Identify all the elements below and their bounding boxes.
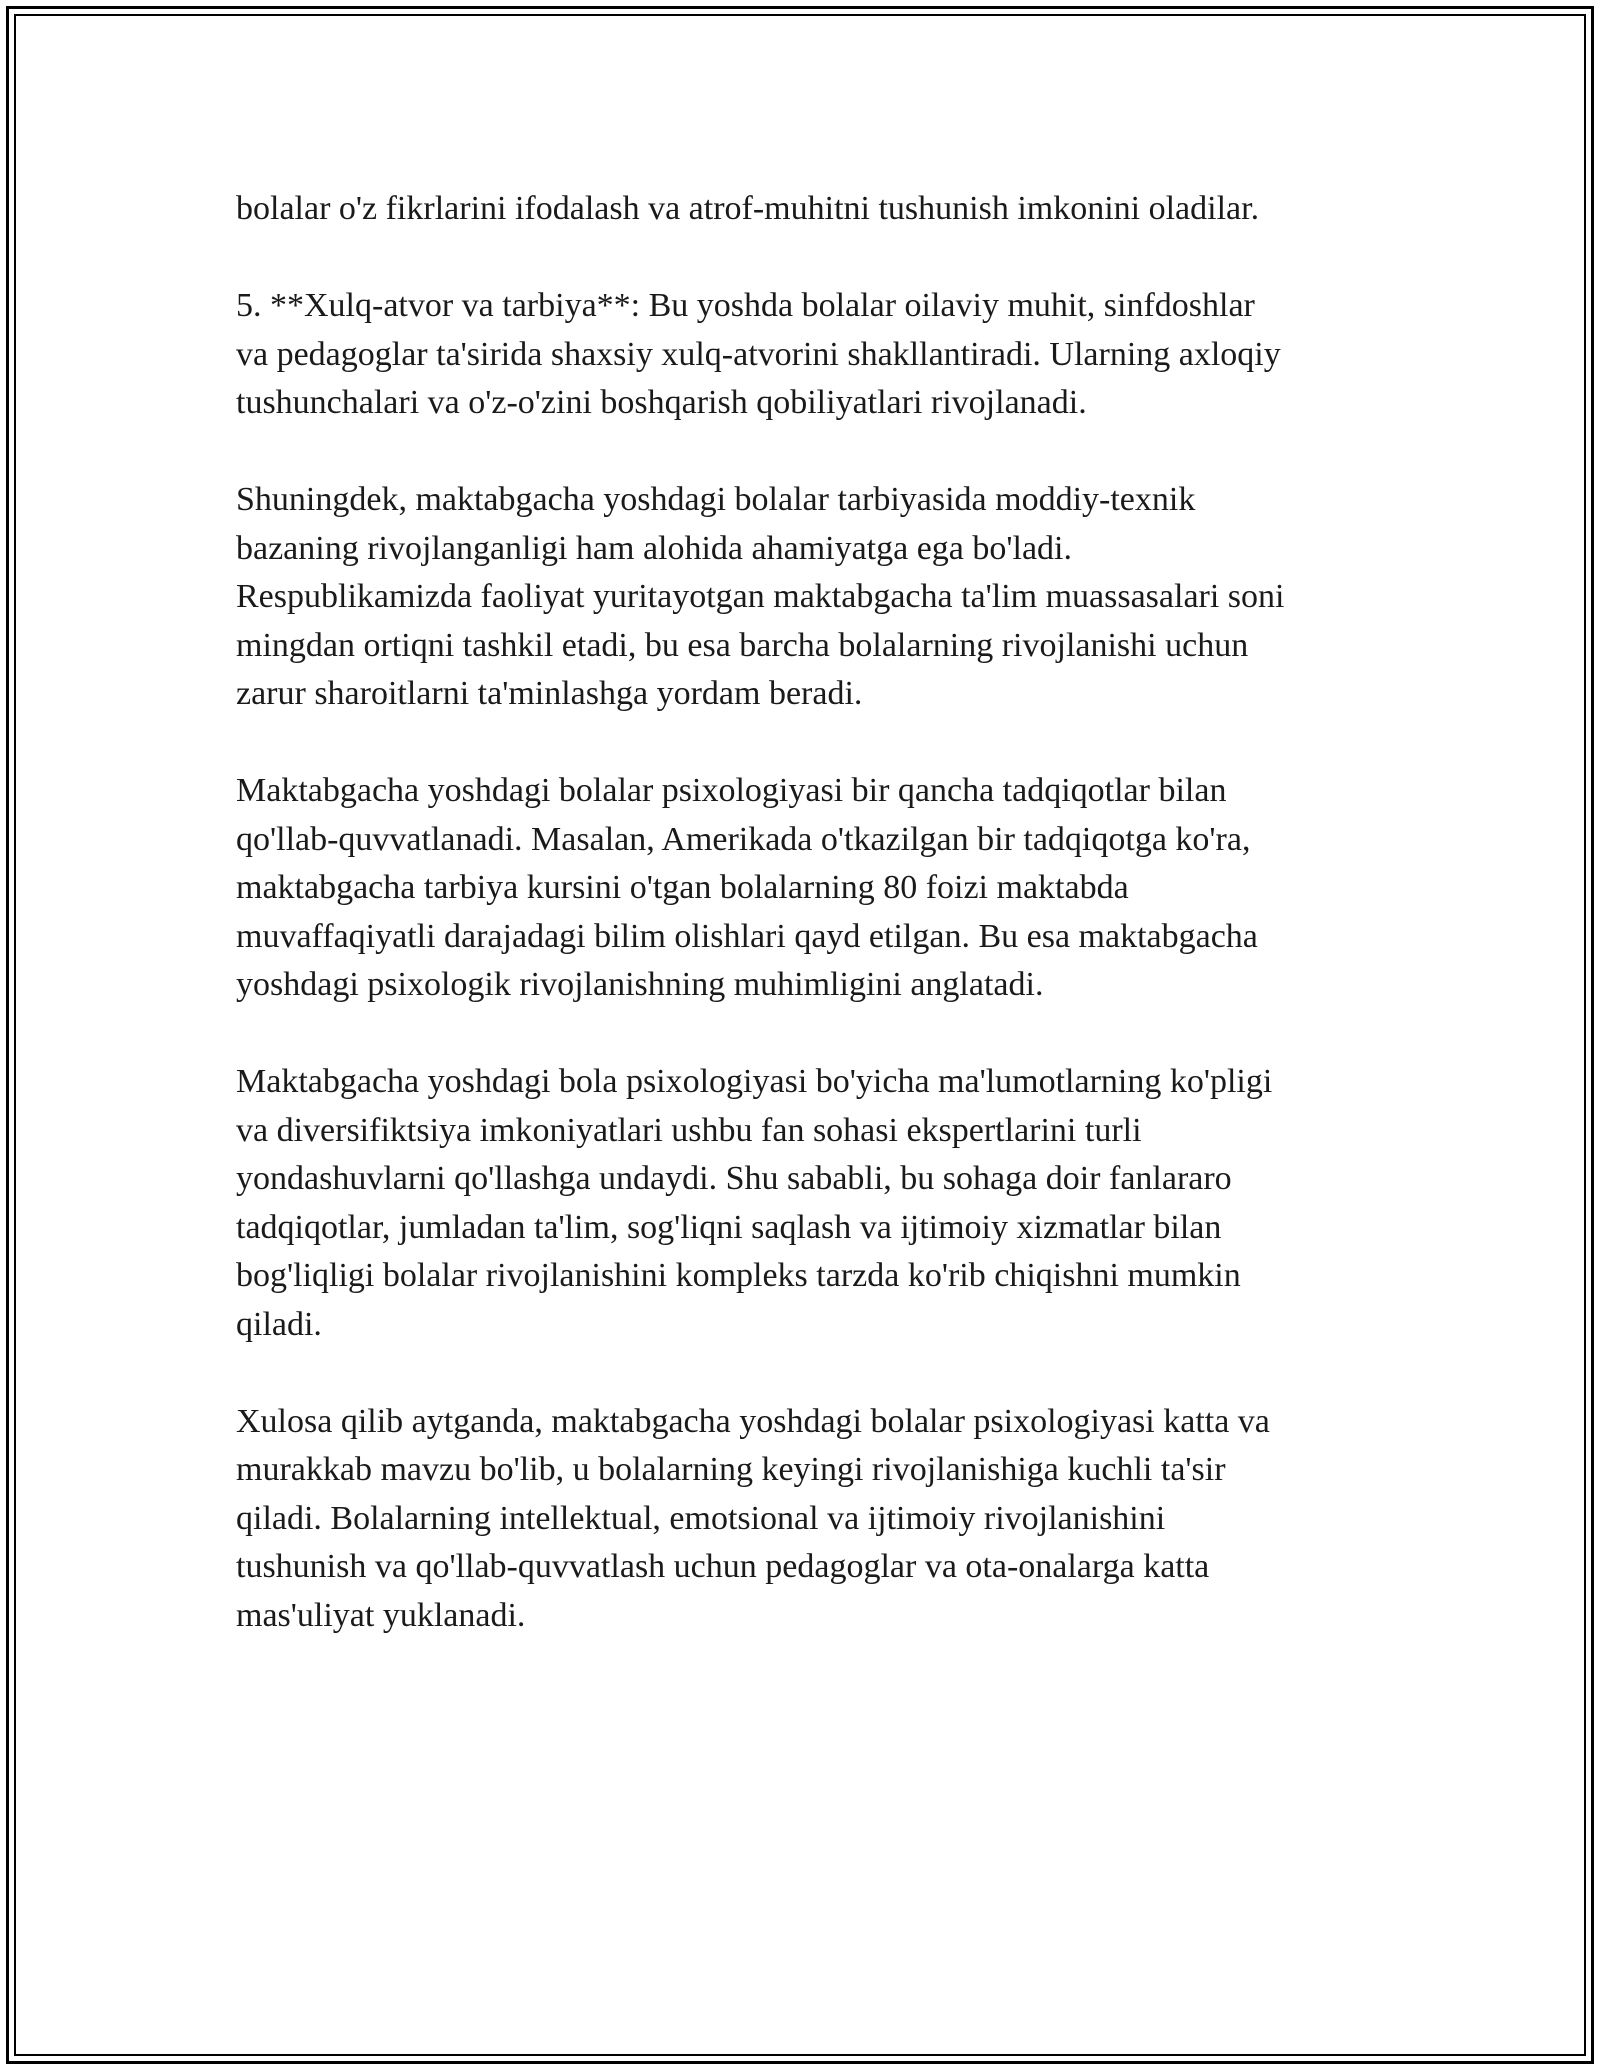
text-line: Maktabgacha yoshdagi bolalar psixologiyasi bir qancha tadqiqotlar bilan [236, 772, 1227, 809]
text-line: va pedagoglar ta'sirida shaxsiy xulq-atvorini shakllantiradi. Ularning axloqiy [236, 335, 1281, 373]
text-line: maktabgacha tarbiya kursini o'tgan bolalarning 80 foizi maktabda [236, 869, 1129, 906]
text-line: bolalar o'z fikrlarini ifodalash va atrof-muhitni tushunish imkonini oladilar. [236, 190, 1260, 227]
text-line: 5. **Xulq-atvor va tarbiya**: Bu yoshda bolalar oilaviy muhit, sinfdoshlar [236, 287, 1255, 324]
text-line: bog'liqligi bolalar rivojlanishini kompleks tarzda ko'rib chiqishni mumkin [236, 1257, 1241, 1294]
text-line: mingdan ortiqni tashkil etadi, bu esa barcha bolalarning rivojlanishi uchun [236, 626, 1249, 664]
text-line: Xulosa qilib aytganda, maktabgacha yoshdagi bolalar psixologiyasi katta va [236, 1402, 1270, 1440]
paragraph-5 [236, 1058, 1376, 1349]
text-line: qiladi. [236, 1305, 322, 1343]
text-line: muvaffaqiyatli darajadagi bilim olishlari qayd etilgan. Bu esa maktabgacha [236, 917, 1258, 955]
text-line: mas'uliyat yuklanadi. [236, 1596, 526, 1634]
paragraph-3 [236, 476, 1376, 719]
paragraph-4 [236, 767, 1376, 1010]
text-line: bazaning rivojlanganligi ham alohida ahamiyatga ega bo'ladi. [236, 529, 1073, 567]
paragraph-2 [236, 282, 1376, 428]
text-line: yoshdagi psixologik rivojlanishning muhimligini anglatadi. [236, 966, 1044, 1003]
text-line: va diversifiktsiya imkoniyatlari ushbu fan sohasi ekspertlarini turli [236, 1111, 1142, 1149]
text-line: Respublikamizda faoliyat yuritayotgan maktabgacha ta'lim muassasalari soni [236, 578, 1285, 615]
text-line: qiladi. Bolalarning intellektual, emotsional va ijtimoiy rivojlanishini [236, 1499, 1166, 1537]
text-line: tushunchalari va o'z-o'zini boshqarish qobiliyatlari rivojlanadi. [236, 384, 1087, 421]
text-line: Shuningdek, maktabgacha yoshdagi bolalar tarbiyasida moddiy-texnik [236, 481, 1196, 518]
text-line: yondashuvlarni qo'llashga undaydi. Shu sababli, bu sohaga doir fanlararo [236, 1160, 1232, 1197]
text-line: qo'llab-quvvatlanadi. Masalan, Amerikada o'tkazilgan bir tadqiqotga ko'ra, [236, 820, 1251, 858]
text-line: zarur sharoitlarni ta'minlashga yordam beradi. [236, 675, 863, 712]
paragraph-6 [236, 1398, 1376, 1641]
text-line: murakkab mavzu bo'lib, u bolalarning keyingi rivojlanishiga kuchli ta'sir [236, 1451, 1226, 1488]
document-body [236, 185, 1376, 1640]
text-line: tadqiqotlar, jumladan ta'lim, sog'liqni saqlash va ijtimoiy xizmatlar bilan [236, 1208, 1222, 1246]
text-line: tushunish va qo'llab-quvvatlash uchun pedagoglar va ota-onalarga katta [236, 1548, 1210, 1585]
text-line: Maktabgacha yoshdagi bola psixologiyasi bo'yicha ma'lumotlarning ko'pligi [236, 1063, 1273, 1100]
paragraph-1 [236, 185, 1376, 234]
